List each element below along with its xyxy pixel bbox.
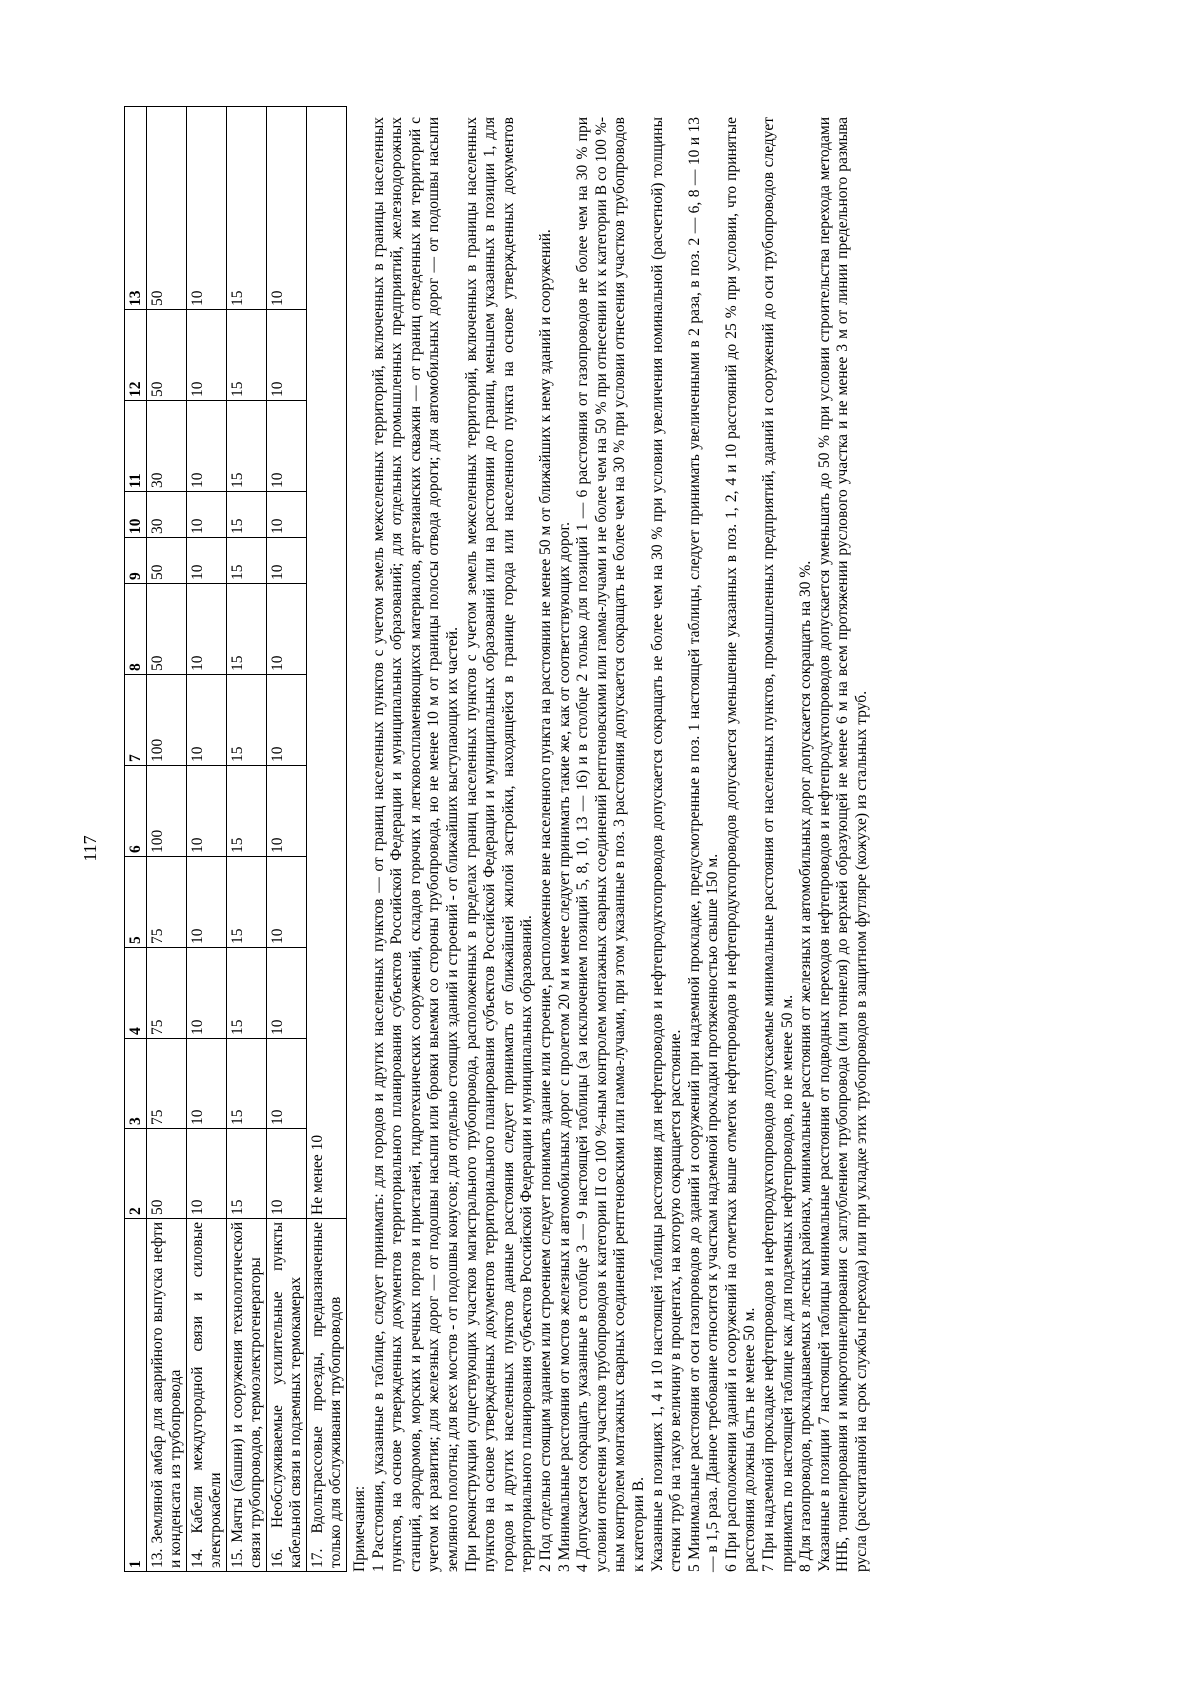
distance-cell: 15 <box>227 584 267 675</box>
distance-cell: 10 <box>187 584 227 675</box>
note-paragraph: 5 Минимальные расстояния от оси газопроводов до зданий и сооружений при надземной прокладке, предусмотренные в поз. 1 настоящей таблицы, следует принимать увеличенными в 2 раза, в поз. 2 — 6, 8 — 10 и 13 — в 1,5 раза. Данное требование относится к участкам надземной прокладки протяженностью свыше 150 м. <box>685 117 722 1572</box>
note-paragraph: 4 Допускается сокращать указанные в столбце 3 — 9 настоящей таблицы (за исключением позиций 5, 8, 10, 13 — 16) и в столбце 2 только для позиций 1 — 6 расстояния от газопроводов не более чем на 30 % при условии отнесения участков трубопроводов к категории II со 100 %-ным контролем монтажных сварных соединений рентгеновскими или гамма-лучами и не более чем на 50 % при отнесении их к категории В со 100 %-ным контролем монтажных сварных соединений рентгеновскими или гамма-лучами, при этом указанные в поз. 3 расстояния допускается сокращать не более чем на 30 % при условии отнесения участков трубопроводов к категории В. <box>574 117 647 1572</box>
distance-cell: 10 <box>267 675 307 766</box>
column-header: 12 <box>125 310 147 401</box>
note-paragraph: 2 Под отдельно стоящим зданием или строением следует понимать здание или строение, расположенное вне населенного пункта на расстоянии не менее 50 м от ближайших к нему зданий и сооружений. <box>536 229 554 1572</box>
row-object-name: 13. Земляной амбар для аварийного выпуска нефти и конденсата из трубопровода <box>147 1219 187 1572</box>
column-header: 3 <box>125 1039 147 1129</box>
distance-cell: 10 <box>187 766 227 857</box>
notes-heading: Примечания: <box>351 1485 368 1572</box>
column-header: 10 <box>125 492 147 538</box>
table-row <box>267 107 307 1572</box>
distance-cell: 15 <box>227 675 267 766</box>
row-object-name: 14. Кабели междугородной связи и силовые электрокабели <box>187 1219 227 1572</box>
distance-cell: 15 <box>227 310 267 401</box>
distance-cell: 10 <box>187 492 227 538</box>
row-object-name: 16. Необслуживаемые усилительные пункты кабельной связи в подземных термокамерах <box>267 1219 307 1572</box>
distance-cell: 15 <box>227 401 267 492</box>
distance-cell: 50 <box>147 310 187 401</box>
distance-cell: 10 <box>267 948 307 1039</box>
page-number: 117 <box>80 835 100 862</box>
distance-cell: 15 <box>227 538 267 584</box>
distance-cell: 10 <box>187 675 227 766</box>
distance-cell: 15 <box>227 948 267 1039</box>
note-paragraph: 6 При расположении зданий и сооружений на отметках выше отметок нефтепроводов и нефтепродуктопроводов допускается уменьшение указанных в поз. 1, 2, 4 и 10 расстояний до 25 % при условии, что принятые расстояния должны быть не менее 50 м. <box>722 117 759 1572</box>
distance-cell: 50 <box>147 584 187 675</box>
table-body <box>125 107 347 1572</box>
distance-cell: 15 <box>227 766 267 857</box>
distance-cell: 10 <box>187 538 227 584</box>
distance-cell: 10 <box>187 948 227 1039</box>
distance-cell: 15 <box>227 857 267 948</box>
column-header: 9 <box>125 538 147 584</box>
table-row <box>147 107 187 1572</box>
column-header: 11 <box>125 401 147 492</box>
distance-cell: 10 <box>187 857 227 948</box>
column-header: 8 <box>125 584 147 675</box>
distance-cell: 10 <box>187 107 227 310</box>
note-paragraph: Указанные в позиции 7 настоящей таблицы минимальные расстояния от подводных переходов нефтепроводов и нефтепродуктопроводов допускается уменьшать до 50 % при условии строительства перехода методами ННБ, тоннелирования и микротоннелирования с заглублением трубопровода (или тоннеля) до верхней образующей не менее 6 м на всем протяжении руслового участка и не менее 3 м от линии предельного размыва русла (рассчитанной на срок службы перехода) или при укладке этих трубопроводов в защитном футляре (кожухе) из стальных труб. <box>815 117 871 1572</box>
distance-cell: 75 <box>147 857 187 948</box>
distance-cell: 100 <box>147 675 187 766</box>
distance-cell: 10 <box>267 492 307 538</box>
distance-cell: 10 <box>187 1129 227 1219</box>
row-span-value: Не менее 10 <box>307 107 347 1219</box>
note-paragraph: 1 Расстояния, указанные в таблице, следует принимать: для городов и других населенных пунктов — от границ населенных пунктов с учетом земель межселенных территорий, включенных в границы населенных пунктов, на основе утвержденных документов территориального планирования субъектов Российской Федерации и муниципальных образований; для отдельных промышленных предприятий, железнодорожных станций, аэродромов, морских и речных портов и пристаней, гидротехнических сооружений, складов горючих и легковоспламеняющихся материалов, артезианских скважин — от границ отведенных им территорий с учетом их развития; для железных дорог — от подошвы насыпи или бровки выемки со стороны трубопровода, но не менее 10 м от границы полосы отвода дороги; для автомобильных дорог — от подошвы насыпи земляного полотна; для всех мостов - от подошвы конусов; для отдельно стоящих зданий и строений - от ближайших выступающих их частей. <box>369 117 461 1572</box>
distance-table <box>124 106 347 1572</box>
column-header: 5 <box>125 857 147 948</box>
distance-cell: 10 <box>267 1039 307 1129</box>
table-row <box>227 107 267 1572</box>
distance-cell: 10 <box>187 310 227 401</box>
distance-cell: 10 <box>267 401 307 492</box>
distance-cell: 50 <box>147 1129 187 1219</box>
table-row <box>307 107 347 1572</box>
column-header: 2 <box>125 1129 147 1219</box>
column-header: 4 <box>125 948 147 1039</box>
distance-cell: 10 <box>267 766 307 857</box>
table-row <box>187 107 227 1572</box>
row-object-name: 17. Вдольтрассовые проезды, предназначенные только для обслуживания трубопроводов <box>307 1219 347 1572</box>
distance-cell: 15 <box>227 107 267 310</box>
notes-section <box>351 117 872 1572</box>
column-header: 7 <box>125 675 147 766</box>
distance-cell: 75 <box>147 1039 187 1129</box>
note-paragraph: 8 Для газопроводов, прокладываемых в лесных районах, минимальные расстояния от железных и автомобильных дорог допускается сокращать на 30 %. <box>797 560 815 1572</box>
distance-cell: 50 <box>147 107 187 310</box>
table-header-row <box>125 107 147 1572</box>
distance-cell: 15 <box>227 1039 267 1129</box>
column-header: 1 <box>125 1219 147 1572</box>
distance-cell: 10 <box>267 857 307 948</box>
distance-cell: 15 <box>227 492 267 538</box>
distance-cell: 10 <box>187 401 227 492</box>
note-paragraph: 3 Минимальные расстояния от мостов железных и автомобильных дорог с пролетом 20 м и менее следует принимать такие же, как от соответствующих дорог. <box>555 521 573 1572</box>
column-header: 6 <box>125 766 147 857</box>
note-paragraph: 7 При надземной прокладке нефтепроводов и нефтепродуктопроводов допускаемые минимальные расстояния от населенных пунктов, промышленных предприятий, зданий и сооружений до оси трубопроводов следует принимать по настоящей таблице как для подземных нефтепроводов, но не менее 50 м. <box>760 117 796 1572</box>
distance-cell: 50 <box>147 538 187 584</box>
note-paragraph: Указанные в позициях 1, 4 и 10 настоящей таблицы расстояния для нефтепроводов и нефтепродуктопроводов допускается сокращать не более чем на 30 % при условии увеличения номинальной (расчетной) толщины стенки труб на такую величину в процентах, на которую сокращается расстояние. <box>648 117 685 1572</box>
distance-cell: 10 <box>267 310 307 401</box>
distance-cell: 10 <box>267 538 307 584</box>
distance-cell: 10 <box>187 1039 227 1129</box>
distance-cell: 75 <box>147 948 187 1039</box>
row-object-name: 15. Мачты (башни) и сооружения технологической связи трубопроводов, термоэлектрогенераторы <box>227 1219 267 1572</box>
distance-cell: 10 <box>267 107 307 310</box>
distance-cell: 10 <box>267 1129 307 1219</box>
page-content <box>124 117 872 1572</box>
column-header: 13 <box>125 107 147 310</box>
distance-cell: 30 <box>147 401 187 492</box>
distance-cell: 15 <box>227 1129 267 1219</box>
distance-cell: 30 <box>147 492 187 538</box>
note-paragraph: При реконструкции существующих участков магистрального трубопровода, расположенных в пределах границ населенных пунктов с учетом земель межселенных территорий, включенных в границы населенных пунктов на основе утвержденных документов территориального планирования субъектов Российской Федерации и муниципальных образований или на расстоянии до границ, меньшем указанных в позиции 1, для городов и других населенных пунктов данные расстояния следует принимать от ближайшей жилой застройки, находящейся в границе города или населенного пункта на основе утвержденных документов территориального планирования субъектов Российской Федерации и муниципальных образований. <box>462 117 536 1572</box>
distance-cell: 10 <box>267 584 307 675</box>
distance-cell: 100 <box>147 766 187 857</box>
